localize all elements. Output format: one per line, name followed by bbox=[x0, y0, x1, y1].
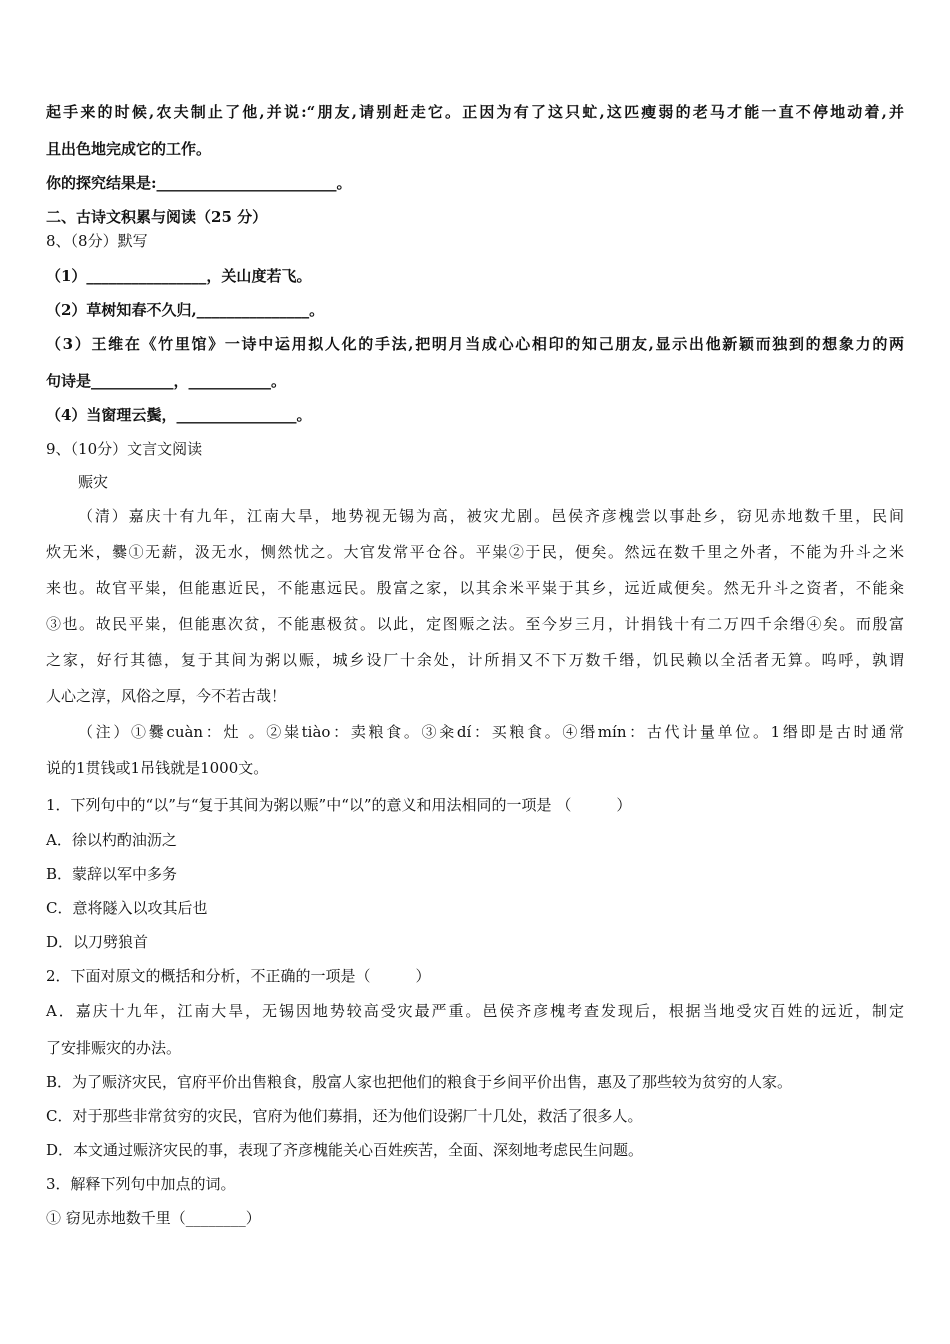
q9-sub2-option-c: C．对于那些非常贫穷的灾民，官府为他们募捐，还为他们设粥厂十几处，救活了很多人。 bbox=[46, 1107, 643, 1125]
passage-line: 人心之淳，风俗之厚，今不若古哉！ bbox=[46, 687, 287, 705]
q8-item-1: （1）________________，关山度若飞。 bbox=[46, 267, 312, 285]
intro-line-2: 且出色地完成它的工作。 bbox=[46, 140, 212, 158]
passage-line: （清）嘉庆十有九年，江南大旱，地势视无锡为高，被灾尤剧。邑侯齐彦槐尝以事赴乡，窃见赤地数千里，民间 bbox=[78, 507, 904, 525]
q9-sub1-option-b: B．蒙辞以军中多务 bbox=[46, 865, 178, 883]
q9-sub1-option-c: C．意将隧入以攻其后也 bbox=[46, 899, 208, 917]
q8-item-4: （4）当窗理云鬓，________________。 bbox=[46, 406, 312, 424]
passage-line: 炊无米，爨①无薪，汲无水，恻然忧之。大官发常平仓谷。平粜②于民，便矣。然远在数千里之外者，不能为升斗之米 bbox=[46, 543, 904, 561]
q9-sub2-option-a-line-2: 了安排赈灾的办法。 bbox=[46, 1039, 182, 1057]
q9-sub1-question: 1．下列句中的“以”与“复于其间为粥以赈”中“以”的意义和用法相同的一项是 （ ） bbox=[46, 796, 632, 814]
q8-item-3-line-2: 句诗是___________，___________。 bbox=[46, 372, 287, 390]
passage-line: ③也。故民平粜，但能惠次贫，不能惠极贫。以此，定图赈之法。至今岁三月，计捐钱十有二万四千余缗④矣。而殷富 bbox=[46, 615, 904, 633]
q9-sub2-option-d: D．本文通过赈济灾民的事，表现了齐彦槐能关心百姓疾苦，全面、深刻地考虑民生问题。 bbox=[46, 1141, 644, 1159]
q9-sub1-option-d: D．以刀劈狼首 bbox=[46, 933, 149, 951]
q9-sub2-option-a-line-1: A．嘉庆十九年，江南大旱，无锡因地势较高受灾最严重。邑侯齐彦槐考查发现后，根据当地受灾百姓的远近，制定 bbox=[46, 1002, 904, 1020]
q9-sub2-option-b: B．为了赈济灾民，官府平价出售粮食，殷富人家也把他们的粮食于乡间平价出售，惠及了那些较为贫穷的人家。 bbox=[46, 1073, 793, 1091]
passage-title: 赈灾 bbox=[78, 473, 109, 491]
q8-title: 8、（8分）默写 bbox=[46, 232, 148, 250]
q9-sub2-question: 2．下面对原文的概括和分析，不正确的一项是（ ） bbox=[46, 967, 431, 985]
q9-sub3-item-1: ① 窃见赤地数千里（________） bbox=[46, 1209, 261, 1227]
q9-sub1-option-a: A．徐以杓酌油沥之 bbox=[46, 831, 177, 849]
inquiry-result-prompt: 你的探究结果是:________________________。 bbox=[46, 174, 352, 192]
q8-item-3-line-1: （3）王维在《竹里馆》一诗中运用拟人化的手法,把明月当成心心相印的知己朋友,显示出他新颖而独到的想象力的两 bbox=[46, 335, 904, 353]
q9-title: 9、（10分）文言文阅读 bbox=[46, 440, 203, 458]
passage-line: 之家，好行其德，复于其间为粥以赈，城乡设厂十余处，计所捐又不下万数千缗，饥民赖以全活者无算。呜呼，孰谓 bbox=[46, 651, 904, 669]
notes-line-2: 说的1贯钱或1吊钱就是1000文。 bbox=[46, 759, 269, 777]
section-2-title: 二、古诗文积累与阅读（25 分） bbox=[46, 208, 268, 226]
notes-line-1: （注）①爨cuàn：灶 。②粜tiào：卖粮食。③籴dí：买粮食。④缗mín：古代计量单位。1缗即是古时通常 bbox=[78, 723, 904, 741]
passage-line: 来也。故官平粜，但能惠近民，不能惠远民。殷富之家，以其余米平粜于其乡，远近咸便矣。然无升斗之资者，不能籴 bbox=[46, 579, 904, 597]
q9-sub3-question: 3．解释下列句中加点的词。 bbox=[46, 1175, 236, 1193]
intro-line-1: 起手来的时候,农夫制止了他,并说:“朋友,请别赶走它。正因为有了这只虻,这匹瘦弱的老马才能一直不停地动着,并 bbox=[46, 103, 904, 121]
q8-item-2: （2）草树知春不久归,_______________。 bbox=[46, 301, 325, 319]
